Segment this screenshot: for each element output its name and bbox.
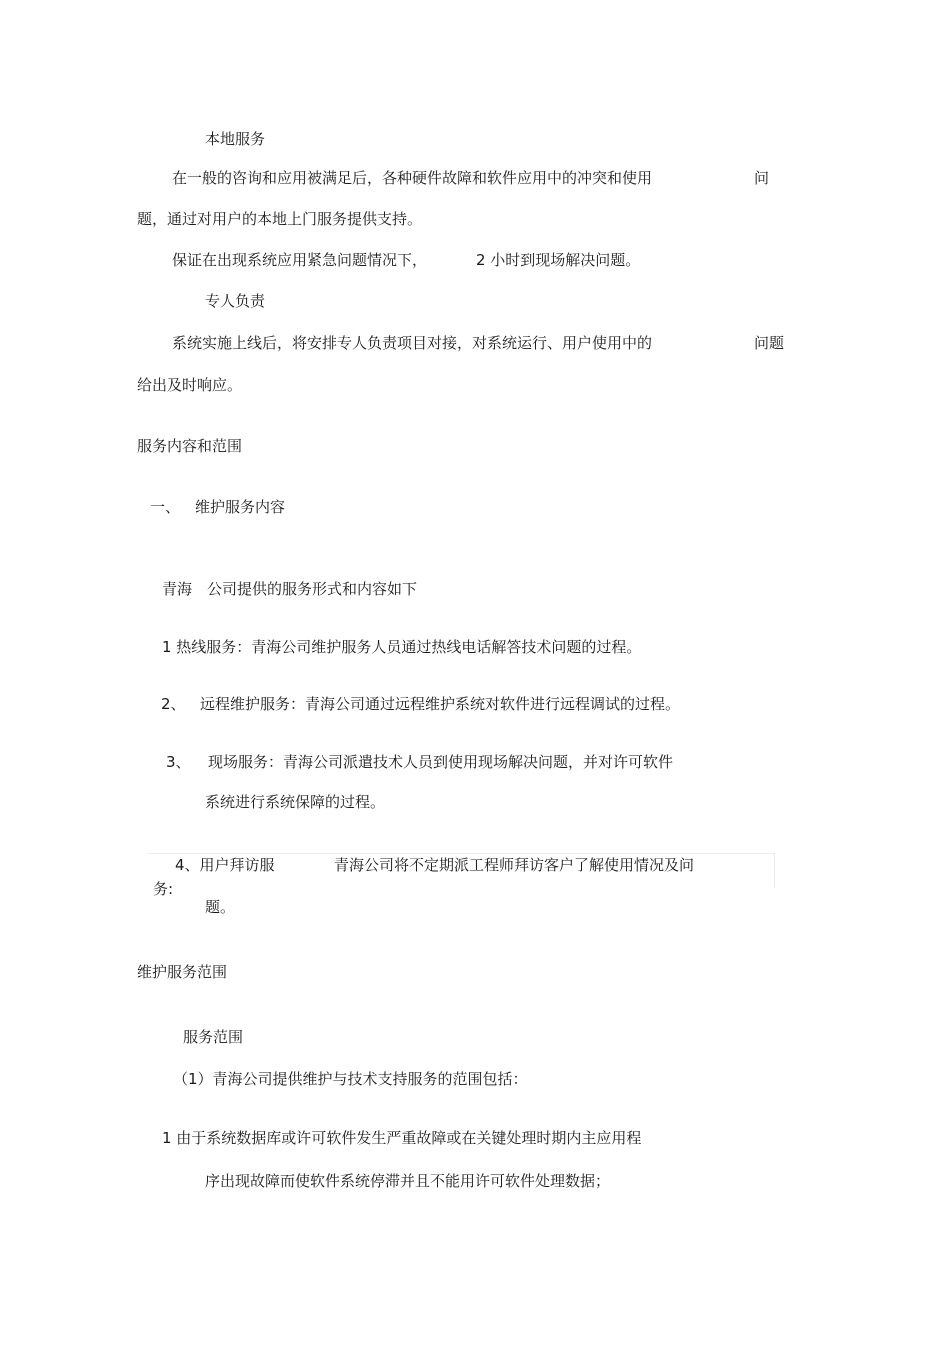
service-item-3-continuation: 系统进行系统保障的过程。	[205, 793, 386, 811]
dedicated-heading: 专人负责	[205, 292, 266, 310]
dedicated-paragraph-line2: 给出及时响应。	[137, 376, 243, 394]
local-service-paragraph-line1: 在一般的咨询和应用被满足后，各种硬件故障和软件应用中的冲突和使用	[172, 169, 653, 187]
maintenance-content-title: 维护服务内容	[195, 498, 286, 516]
dedicated-paragraph-line1-tail: 问题	[754, 334, 785, 352]
service-item-1: 1 热线服务：青海公司维护服务人员通过热线电话解答技术问题的过程。	[162, 638, 642, 656]
local-service-heading: 本地服务	[205, 130, 266, 148]
intro-text: 公司提供的服务形式和内容如下	[207, 580, 418, 598]
scope-item-1-line2: 序出现故障而使软件系统停滞并且不能用许可软件处理数据；	[205, 1172, 611, 1190]
maintenance-content-number: 一、	[150, 498, 181, 516]
scope-subheading: 服务范围	[183, 1028, 244, 1046]
service-scope-title: 服务内容和范围	[137, 437, 243, 455]
service-item-3-text: 现场服务：青海公司派遣技术人员到使用现场解决问题，并对许可软件	[208, 753, 674, 771]
guarantee-tail: 2 小时到现场解决问题。	[476, 251, 641, 269]
scope-item-1-line1: 1 由于系统数据库或许可软件发生严重故障或在关键处理时期内主应用程	[162, 1129, 642, 1147]
service-item-4-label-b: 务:	[153, 880, 174, 898]
service-item-2-number: 2、	[161, 695, 186, 713]
local-service-paragraph-line1-tail: 问	[754, 169, 770, 187]
service-item-4-text: 青海公司将不定期派工程师拜访客户了解使用情况及问	[334, 856, 695, 874]
guarantee-text: 保证在出现系统应用紧急问题情况下，	[172, 251, 428, 269]
scope-point-1: （1）青海公司提供维护与技术支持服务的范围包括：	[173, 1070, 528, 1088]
service-item-4-continuation: 题。	[205, 898, 236, 916]
service-item-4-label-a: 4、用户拜访服	[175, 856, 275, 874]
local-service-paragraph-line2: 题，通过对用户的本地上门服务提供支持。	[137, 210, 423, 228]
dedicated-paragraph-line1: 系统实施上线后，将安排专人负责项目对接，对系统运行、用户使用中的	[172, 334, 653, 352]
service-item-3-number: 3、	[166, 753, 191, 771]
maintenance-scope-title: 维护服务范围	[137, 963, 228, 981]
intro-company: 青海	[162, 580, 193, 598]
service-item-2-text: 远程维护服务：青海公司通过远程维护系统对软件进行远程调试的过程。	[200, 695, 681, 713]
